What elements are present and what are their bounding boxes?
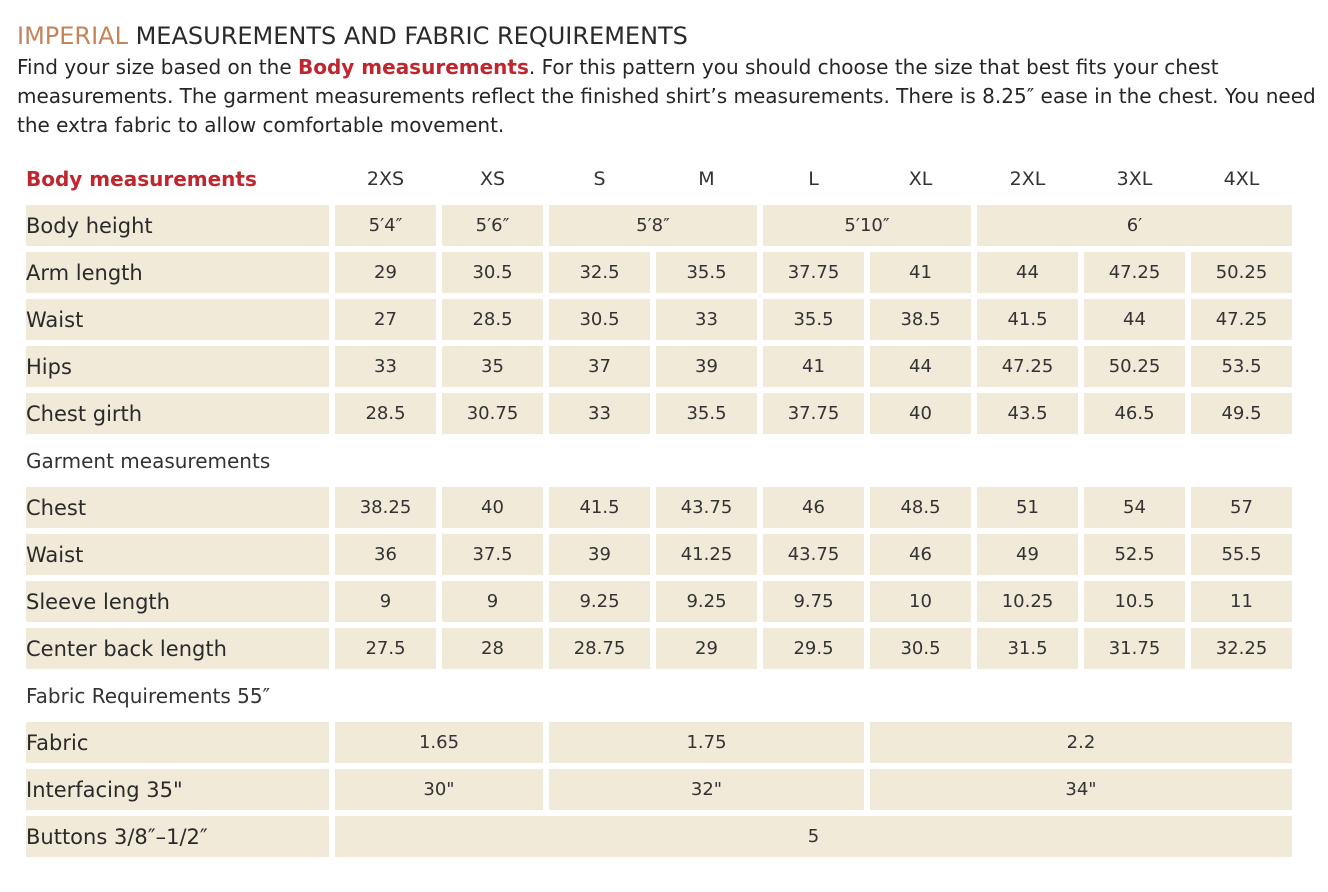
table-cell: 9.25 (549, 581, 650, 622)
table-row (26, 769, 1292, 810)
size-header: 2XL (1009, 167, 1046, 190)
section-header-row (26, 440, 1292, 481)
table-cell: 5′4″ (335, 205, 436, 246)
table-row (26, 722, 1292, 763)
size-header: L (808, 167, 819, 190)
table-cell: 50.25 (1084, 346, 1185, 387)
table-cell: 47.25 (1191, 299, 1292, 340)
table-cell: 33 (335, 346, 436, 387)
intro-highlight: Body measurements (297, 55, 529, 79)
intro-after: . For this pattern you should choose the size that best fits your chest measurements. The garment measurements reflect the finished shirt’s measurements. There is 8.25″ ease in the chest. You need the extra fabric to allow comfortable movement. (17, 55, 1316, 137)
table-cell: 51 (977, 487, 1078, 528)
table-cell: 9 (335, 581, 436, 622)
table-cell: 54 (1084, 487, 1185, 528)
table-cell: 57 (1191, 487, 1292, 528)
size-header: S (593, 167, 606, 190)
table-cell: 41 (763, 346, 864, 387)
table-cell: 9.75 (763, 581, 864, 622)
row-label: Body height (26, 205, 329, 246)
size-header: 2XS (366, 167, 405, 190)
table-cell: 2.2 (870, 722, 1292, 763)
table-cell: 41 (870, 252, 971, 293)
size-chart-table (20, 152, 1298, 863)
table-cell: 43.5 (977, 393, 1078, 434)
table-cell: 47.25 (1084, 252, 1185, 293)
table-row (26, 205, 1292, 246)
row-label: Fabric (26, 722, 329, 763)
table-cell: 32.25 (1191, 628, 1292, 669)
table-row (26, 628, 1292, 669)
table-cell: 35 (442, 346, 543, 387)
table-cell: 30.5 (442, 252, 543, 293)
table-cell: 30.5 (870, 628, 971, 669)
table-cell: 47.25 (977, 346, 1078, 387)
table-cell: 39 (549, 534, 650, 575)
table-cell: 1.75 (549, 722, 864, 763)
row-label: Chest girth (26, 393, 329, 434)
table-cell: 28 (442, 628, 543, 669)
table-cell: 5 (335, 816, 1292, 857)
table-cell: 41.5 (549, 487, 650, 528)
table-cell: 49 (977, 534, 1078, 575)
table-cell: 53.5 (1191, 346, 1292, 387)
page-title (17, 22, 688, 50)
row-label: Waist (26, 299, 329, 340)
table-cell: 32.5 (549, 252, 650, 293)
table-cell: 44 (1084, 299, 1185, 340)
table-cell: 31.75 (1084, 628, 1185, 669)
table-cell: 49.5 (1191, 393, 1292, 434)
table-cell: 46 (870, 534, 971, 575)
row-label: Sleeve length (26, 581, 329, 622)
table-cell: 55.5 (1191, 534, 1292, 575)
table-cell: 37.75 (763, 252, 864, 293)
row-label: Chest (26, 487, 329, 528)
intro-paragraph (17, 53, 1317, 140)
table-cell: 37 (549, 346, 650, 387)
size-header-row (26, 158, 1292, 199)
table-cell: 39 (656, 346, 757, 387)
table-cell: 30" (335, 769, 543, 810)
table-cell: 29.5 (763, 628, 864, 669)
table-cell: 9 (442, 581, 543, 622)
table-cell: 35.5 (656, 393, 757, 434)
table-cell: 36 (335, 534, 436, 575)
size-header: 3XL (1116, 167, 1153, 190)
body-measurements-header: Body measurements (26, 166, 257, 191)
table-cell: 30.5 (549, 299, 650, 340)
table-cell: 33 (656, 299, 757, 340)
title-rest: MEASUREMENTS AND FABRIC REQUIREMENTS (127, 22, 688, 50)
fabric-requirements-header: Fabric Requirements 55″ (26, 683, 271, 708)
table-cell: 33 (549, 393, 650, 434)
table-cell: 43.75 (656, 487, 757, 528)
table-cell: 37.75 (763, 393, 864, 434)
table-cell: 10.5 (1084, 581, 1185, 622)
table-cell: 11 (1191, 581, 1292, 622)
table-cell: 10.25 (977, 581, 1078, 622)
table-cell: 9.25 (656, 581, 757, 622)
table-cell: 38.25 (335, 487, 436, 528)
table-cell: 30.75 (442, 393, 543, 434)
table-cell: 27 (335, 299, 436, 340)
table-cell: 32" (549, 769, 864, 810)
table-cell: 5′6″ (442, 205, 543, 246)
table-cell: 5′8″ (549, 205, 757, 246)
table-cell: 5′10″ (763, 205, 971, 246)
table-cell: 46.5 (1084, 393, 1185, 434)
table-row (26, 534, 1292, 575)
table-row (26, 299, 1292, 340)
table-cell: 34" (870, 769, 1292, 810)
table-cell: 6′ (977, 205, 1292, 246)
table-cell: 50.25 (1191, 252, 1292, 293)
size-header: M (698, 167, 715, 190)
row-label: Waist (26, 534, 329, 575)
row-label: Buttons 3/8″–1/2″ (26, 816, 329, 857)
table-row (26, 487, 1292, 528)
table-cell: 44 (977, 252, 1078, 293)
table-row (26, 346, 1292, 387)
table-cell: 31.5 (977, 628, 1078, 669)
garment-measurements-header: Garment measurements (26, 448, 271, 473)
table-cell: 29 (335, 252, 436, 293)
size-header: XS (479, 167, 506, 190)
table-row (26, 581, 1292, 622)
row-label: Hips (26, 346, 329, 387)
table-cell: 41.5 (977, 299, 1078, 340)
table-cell: 28.5 (335, 393, 436, 434)
row-label: Interfacing 35" (26, 769, 329, 810)
table-cell: 38.5 (870, 299, 971, 340)
table-cell: 27.5 (335, 628, 436, 669)
table-cell: 46 (763, 487, 864, 528)
title-accent: IMPERIAL (17, 22, 128, 50)
table-row (26, 252, 1292, 293)
table-cell: 35.5 (656, 252, 757, 293)
table-cell: 44 (870, 346, 971, 387)
table-row (26, 816, 1292, 857)
table-row (26, 393, 1292, 434)
section-header-row (26, 675, 1292, 716)
intro-before: Find your size based on the (17, 55, 298, 79)
size-header: 4XL (1223, 167, 1260, 190)
table-cell: 35.5 (763, 299, 864, 340)
table-cell: 43.75 (763, 534, 864, 575)
table-cell: 40 (870, 393, 971, 434)
table-cell: 10 (870, 581, 971, 622)
table-cell: 37.5 (442, 534, 543, 575)
row-label: Center back length (26, 628, 329, 669)
table-cell: 29 (656, 628, 757, 669)
table-cell: 41.25 (656, 534, 757, 575)
table-cell: 28.5 (442, 299, 543, 340)
row-label: Arm length (26, 252, 329, 293)
table-cell: 1.65 (335, 722, 543, 763)
size-header: XL (908, 167, 933, 190)
table-cell: 28.75 (549, 628, 650, 669)
table-cell: 52.5 (1084, 534, 1185, 575)
table-cell: 40 (442, 487, 543, 528)
table-cell: 48.5 (870, 487, 971, 528)
